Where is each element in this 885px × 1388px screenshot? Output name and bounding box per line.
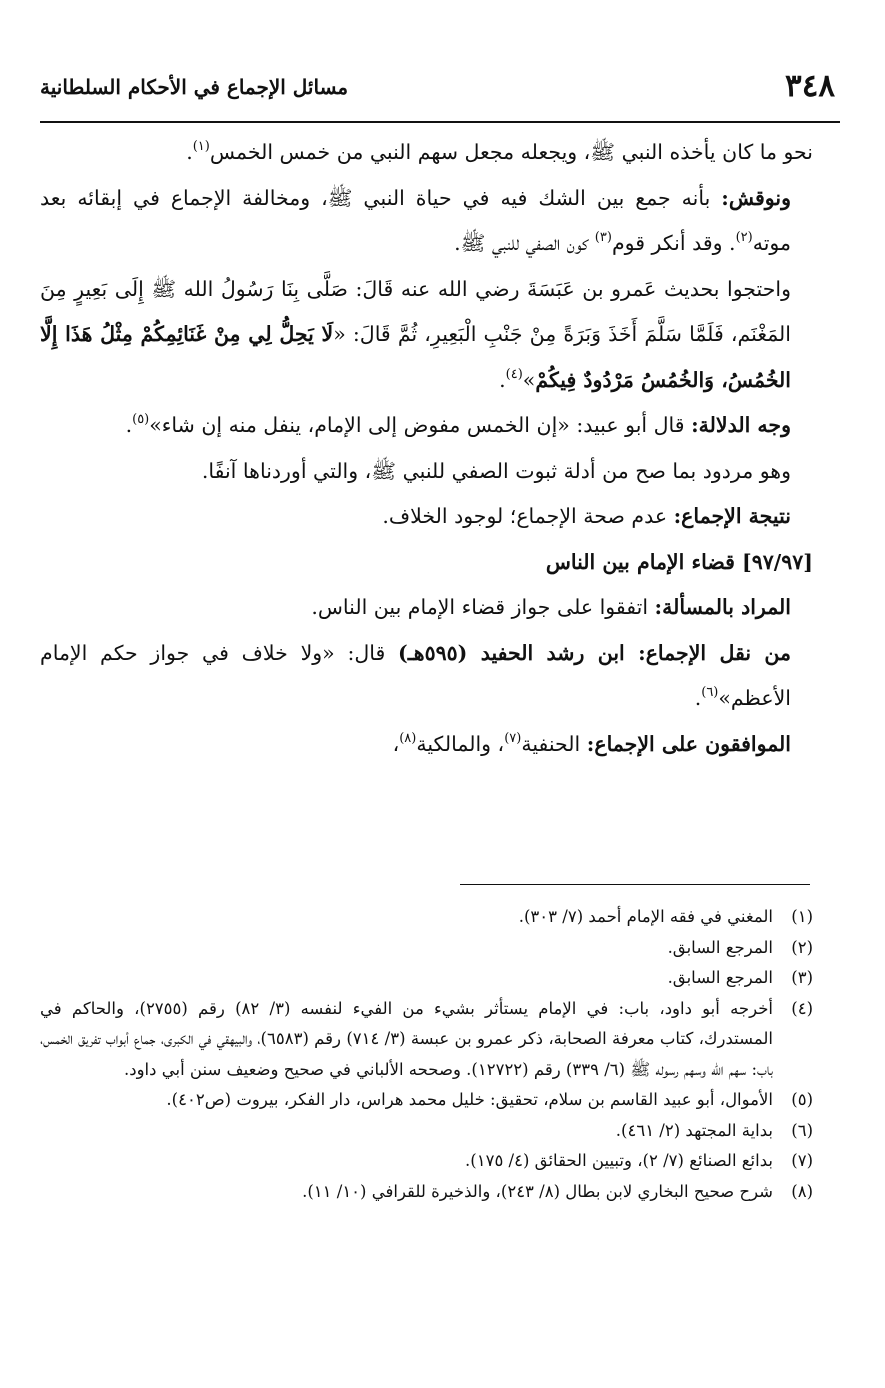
footnotes (40, 902, 813, 1207)
footnote-text: شرح صحيح البخاري لابن بطال (٨/ ٢٤٣)، والذخيرة للقرافي (١٠/ ١١). (302, 1181, 773, 1201)
rebuttal-label: ونوقش: (721, 185, 791, 210)
footnote-text: المرجع السابق. (667, 968, 773, 987)
footnote-number: (١) (791, 907, 813, 926)
footnote-text: الأموال، أبو عبيد القاسم بن سلام، تحقيق: خليل محمد هراس، دار الفكر، بيروت (ص٤٠٢). (166, 1090, 773, 1109)
section-heading: [٩٧/٩٧] قضاء الإمام بين الناس (545, 549, 813, 574)
hadith-intro: واحتجوا بحديث عَمرو بن عَبَسَةَ رضي الله عنه قَالَ: صَلَّى بِنَا رَسُولُ الله ﷺ إِلَى بَعِيرٍ مِنَ المَغْنَم، فَلَمَّا سَلَّمَ أَخَذَ وَبَرَةً مِنْ جَنْبِ الْبَعِيرِ، ثُمَّ قَالَ: « (40, 276, 792, 346)
footnote-number: (٧) (791, 1151, 813, 1170)
footnote-ref-5: (٥) (132, 412, 150, 427)
transmitter-name: ابن رشد الحفيد (٥٩٥هـ) (398, 640, 639, 665)
result-text: عدم صحة الإجماع؛ لوجود الخلاف. (382, 504, 674, 528)
footnote-ref-6: (٦) (701, 685, 719, 700)
footnote-ref-3: (٣) (594, 230, 612, 245)
agreeing-maliki: ، والمالكية (416, 731, 505, 756)
footnote-number: (٨) (791, 1181, 813, 1201)
agreeing-label: الموافقون على الإجماع: (586, 731, 791, 756)
hadith-close: » (522, 367, 536, 392)
paragraph-transmitter (40, 631, 813, 722)
header-rule (40, 121, 840, 123)
paragraph-evidence (40, 403, 813, 449)
rebuttal-text-3: كون الصفي للنبي ﷺ. (454, 231, 595, 255)
footnote (40, 933, 813, 964)
paragraph-refutation (40, 449, 813, 495)
paragraph-1-end: . (186, 140, 193, 164)
refutation-text: وهو مردود بما صح من أدلة ثبوت الصفي للنبي ﷺ، والتي أوردناها آنفًا. (201, 458, 791, 483)
footnote-separator (460, 884, 810, 885)
paragraph-agreeing (40, 722, 813, 768)
transmitter-label: من نقل الإجماع: (638, 640, 791, 665)
transmitter-text: قال: «ولا خلاف في جواز حكم الإمام الأعظم» (40, 640, 791, 710)
transmitter-end: . (694, 686, 702, 710)
footnote-text: بداية المجتهد (٢/ ٤٦١). (615, 1120, 773, 1140)
paragraph-hadith (40, 267, 813, 404)
main-text (40, 130, 813, 767)
paragraph-meaning (40, 585, 813, 631)
footnote (40, 1146, 813, 1177)
footnote (40, 902, 813, 933)
rebuttal-text: بأنه جمع بين الشك فيه في حياة النبي ﷺ، ومخالفة الإجماع في إبقائه بعد موته (40, 185, 791, 255)
paragraph-1 (40, 130, 813, 176)
footnote-ref-2: (٢) (735, 230, 753, 245)
footnote-number: (٦) (791, 1120, 813, 1140)
meaning-text: اتفقوا على جواز قضاء الإمام بين الناس. (311, 595, 655, 619)
page-header (40, 66, 835, 110)
footnote-ref-7: (٧) (504, 730, 522, 746)
footnote-text: المرجع السابق. (667, 937, 773, 957)
footnote-text: أخرجه أبو داود، باب: في الإمام يستأثر بشيء من الفيء لنفسه (٣/ ٨٢) رقم (٢٧٥٥)، والحاكم في المستدرك، كتاب معرفة الصحابة، ذكر عمرو بن عبسة (٣/ ٧١٤) رقم (٦٥٨٣)، والبيهقي في الكبرى، جماع أبواب تفريق الخمس، باب: سهم الله وسهم رسوله ﷺ (٦/ ٣٣٩) رقم (١٢٧٢٢). وصححه الألباني في صحيح وضعيف سنن أبي داود. (40, 998, 774, 1079)
footnote (40, 1116, 813, 1147)
footnote-number: (٥) (791, 1090, 813, 1109)
rebuttal-text-2: . وقد أنكر قوم (611, 231, 736, 255)
footnote (40, 994, 813, 1086)
footnote-number: (٤) (791, 998, 814, 1018)
paragraph-rebuttal (40, 176, 813, 267)
footnote-ref-4: (٤) (505, 366, 523, 382)
agreeing-hanafi: الحنفية (521, 731, 587, 756)
evidence-label: وجه الدلالة: (691, 413, 791, 437)
footnote-ref-8: (٨) (399, 730, 417, 746)
paragraph-result (40, 494, 813, 540)
footnote-number: (٣) (791, 968, 813, 987)
footnote-ref-1: (١) (192, 139, 210, 154)
page-number: ٣٤٨ (785, 68, 835, 104)
meaning-label: المراد بالمسألة: (654, 595, 791, 619)
evidence-text: قال أبو عبيد: «إن الخمس مفوض إلى الإمام، ينفل منه إن شاء» (149, 413, 692, 437)
footnote-text: بدائع الصنائع (٧/ ٢)، وتبيين الحقائق (٤/ ١٧٥). (465, 1151, 773, 1170)
result-label: نتيجة الإجماع: (673, 504, 791, 528)
hadith-quote: لَا يَحِلُّ لِي مِنْ غَنَائِمِكُمْ مِثْلُ هَذَا إِلَّا الخُمُسُ، وَالخُمُسُ مَرْدُودٌ فِيكُمْ (40, 322, 791, 392)
footnote (40, 1085, 813, 1116)
agreeing-end: ، (392, 731, 400, 756)
footnote (40, 1177, 813, 1208)
footnote (40, 963, 813, 994)
footnote-text: المغني في فقه الإمام أحمد (٧/ ٣٠٣). (518, 907, 773, 926)
footnote-number: (٢) (791, 937, 813, 957)
evidence-end: . (125, 413, 133, 437)
hadith-end: . (499, 367, 506, 392)
running-title: مسائل الإجماع في الأحكام السلطانية (40, 75, 349, 99)
paragraph-1-text: نحو ما كان يأخذه النبي ﷺ، ويجعله مجعل سهم النبي من خمس الخمس (209, 140, 813, 164)
